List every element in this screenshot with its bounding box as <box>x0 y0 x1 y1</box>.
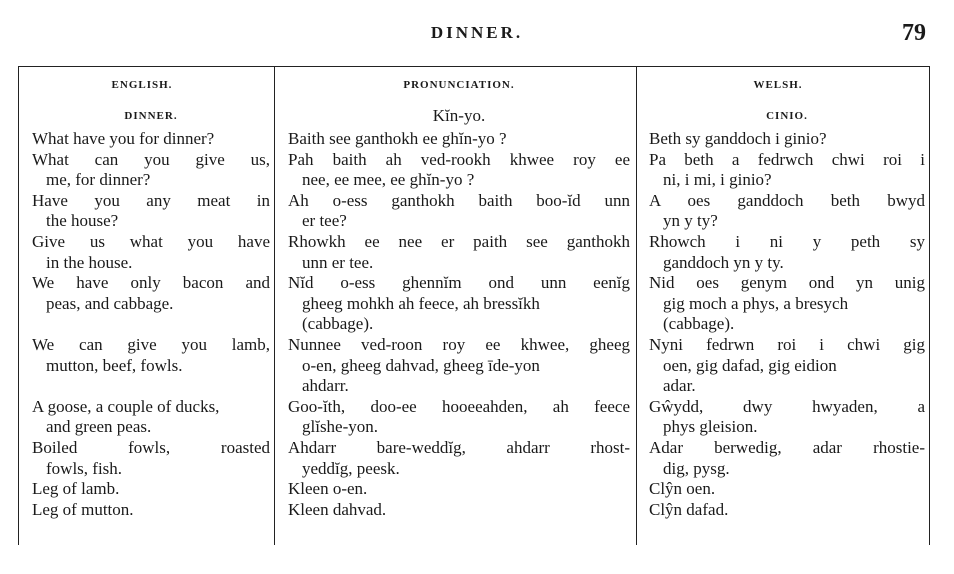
welsh-column-heading: WELSH. <box>753 79 803 91</box>
welsh-line: Rhowch i ni y peth sy <box>649 231 925 251</box>
pronunciation-column <box>288 67 630 545</box>
english-line: Give us what you have <box>32 231 270 251</box>
english-line: Leg of mutton. <box>32 499 134 519</box>
welsh-line: (cabbage). <box>663 314 735 334</box>
pronunciation-line: gheeg mohkh ah feece, ah bressĭkh <box>302 293 540 313</box>
welsh-line: ni, i mi, i ginio? <box>663 170 772 190</box>
pronunciation-column-heading: PRONUNCIATION. <box>403 79 515 91</box>
pronunciation-line: Ah o-ess ganthokh baith boo-ĭd unn <box>288 190 630 210</box>
welsh-line: Beth sy ganddoch i ginio? <box>649 129 827 148</box>
pronunciation-line: Kleen o-en. <box>288 479 368 499</box>
pronunciation-section-heading: Kĭn-yo. <box>432 106 486 125</box>
english-line: Have you any meat in <box>32 190 270 210</box>
page-title: DINNER. <box>430 23 524 42</box>
english-line: fowls, fish. <box>46 458 123 478</box>
pronunciation-line: Pah baith ah ved-rookh khwee roy ee <box>288 149 630 169</box>
pronunciation-entries <box>288 129 630 520</box>
pronunciation-line: Baith see ganthokh ee ghĭn-yo ? <box>288 129 507 148</box>
welsh-line: gig moch a phys, a bresych <box>663 293 849 313</box>
english-entries <box>32 129 270 520</box>
welsh-line: phys gleision. <box>663 417 758 437</box>
pronunciation-line: ahdarr. <box>302 376 349 396</box>
welsh-line: yn y ty? <box>663 211 718 231</box>
welsh-line: Clŷn oen. <box>649 479 716 499</box>
english-line: Boiled fowls, roasted <box>32 437 270 457</box>
english-line: me, for dinner? <box>46 170 151 190</box>
pronunciation-line: o-en, gheeg dahvad, gheeg īde-yon <box>302 355 540 375</box>
pronunciation-line: Nunnee ved-roon roy ee khwee, gheeg <box>288 334 630 354</box>
english-line: peas, and cabbage. <box>46 293 174 313</box>
pronunciation-line: Nĭd o-ess ghennĭm ond unn eenĭg <box>288 273 630 293</box>
english-section-heading: DINNER. <box>124 110 178 122</box>
english-column-heading: ENGLISH. <box>111 79 173 91</box>
welsh-line: A oes ganddoch beth bwyd <box>649 190 925 210</box>
column-rule <box>274 67 275 545</box>
welsh-line: Pa beth a fedrwch chwi roi i <box>649 149 925 169</box>
english-line: and green peas. <box>46 417 152 437</box>
english-column <box>32 67 270 545</box>
welsh-line: Gŵydd, dwy hwyaden, a <box>649 396 925 416</box>
english-line: What can you give us, <box>32 149 270 169</box>
welsh-line: ganddoch yn y ty. <box>663 252 784 272</box>
pronunciation-line: Goo-ĭth, doo-ee hooeeahden, ah feece <box>288 396 630 416</box>
welsh-column <box>649 67 925 545</box>
welsh-section-heading: CINIO. <box>766 110 808 122</box>
column-rule <box>929 67 930 545</box>
english-line: mutton, beef, fowls. <box>46 355 183 375</box>
english-line: in the house. <box>46 252 133 272</box>
english-line: the house? <box>46 211 119 231</box>
welsh-line: Nyni fedrwn roi i chwi gig <box>649 334 925 354</box>
english-line: A goose, a couple of ducks, <box>32 396 220 416</box>
welsh-line: oen, gig dafad, gig eidion <box>663 355 837 375</box>
welsh-line: Clŷn dafad. <box>649 499 729 519</box>
phrase-table <box>18 66 930 545</box>
english-line: Leg of lamb. <box>32 479 120 499</box>
page-number: 79 <box>902 20 926 46</box>
english-line: What have you for dinner? <box>32 129 215 148</box>
pronunciation-line: yeddĭg, peesk. <box>302 458 400 478</box>
welsh-line: Adar berwedig, adar rhostie- <box>649 437 925 457</box>
pronunciation-line: Kleen dahvad. <box>288 499 387 519</box>
pronunciation-line: er tee? <box>302 211 347 231</box>
welsh-entries <box>649 129 925 520</box>
column-rule <box>18 67 19 545</box>
welsh-line: dig, pysg. <box>663 458 730 478</box>
welsh-line: Nid oes genym ond yn unig <box>649 273 925 293</box>
welsh-line: adar. <box>663 376 696 396</box>
pronunciation-line: Rhowkh ee nee er paith see ganthokh <box>288 231 630 251</box>
pronunciation-line: (cabbage). <box>302 314 374 334</box>
pronunciation-line: glĭshe-yon. <box>302 417 379 437</box>
column-rule <box>636 67 637 545</box>
pronunciation-line: Ahdarr bare-weddĭg, ahdarr rhost- <box>288 437 630 457</box>
pronunciation-line: unn er tee. <box>302 252 374 272</box>
english-line: We can give you lamb, <box>32 334 270 354</box>
running-head <box>0 20 954 50</box>
pronunciation-line: nee, ee mee, ee ghĭn-yo ? <box>302 170 475 190</box>
english-line: We have only bacon and <box>32 273 270 293</box>
